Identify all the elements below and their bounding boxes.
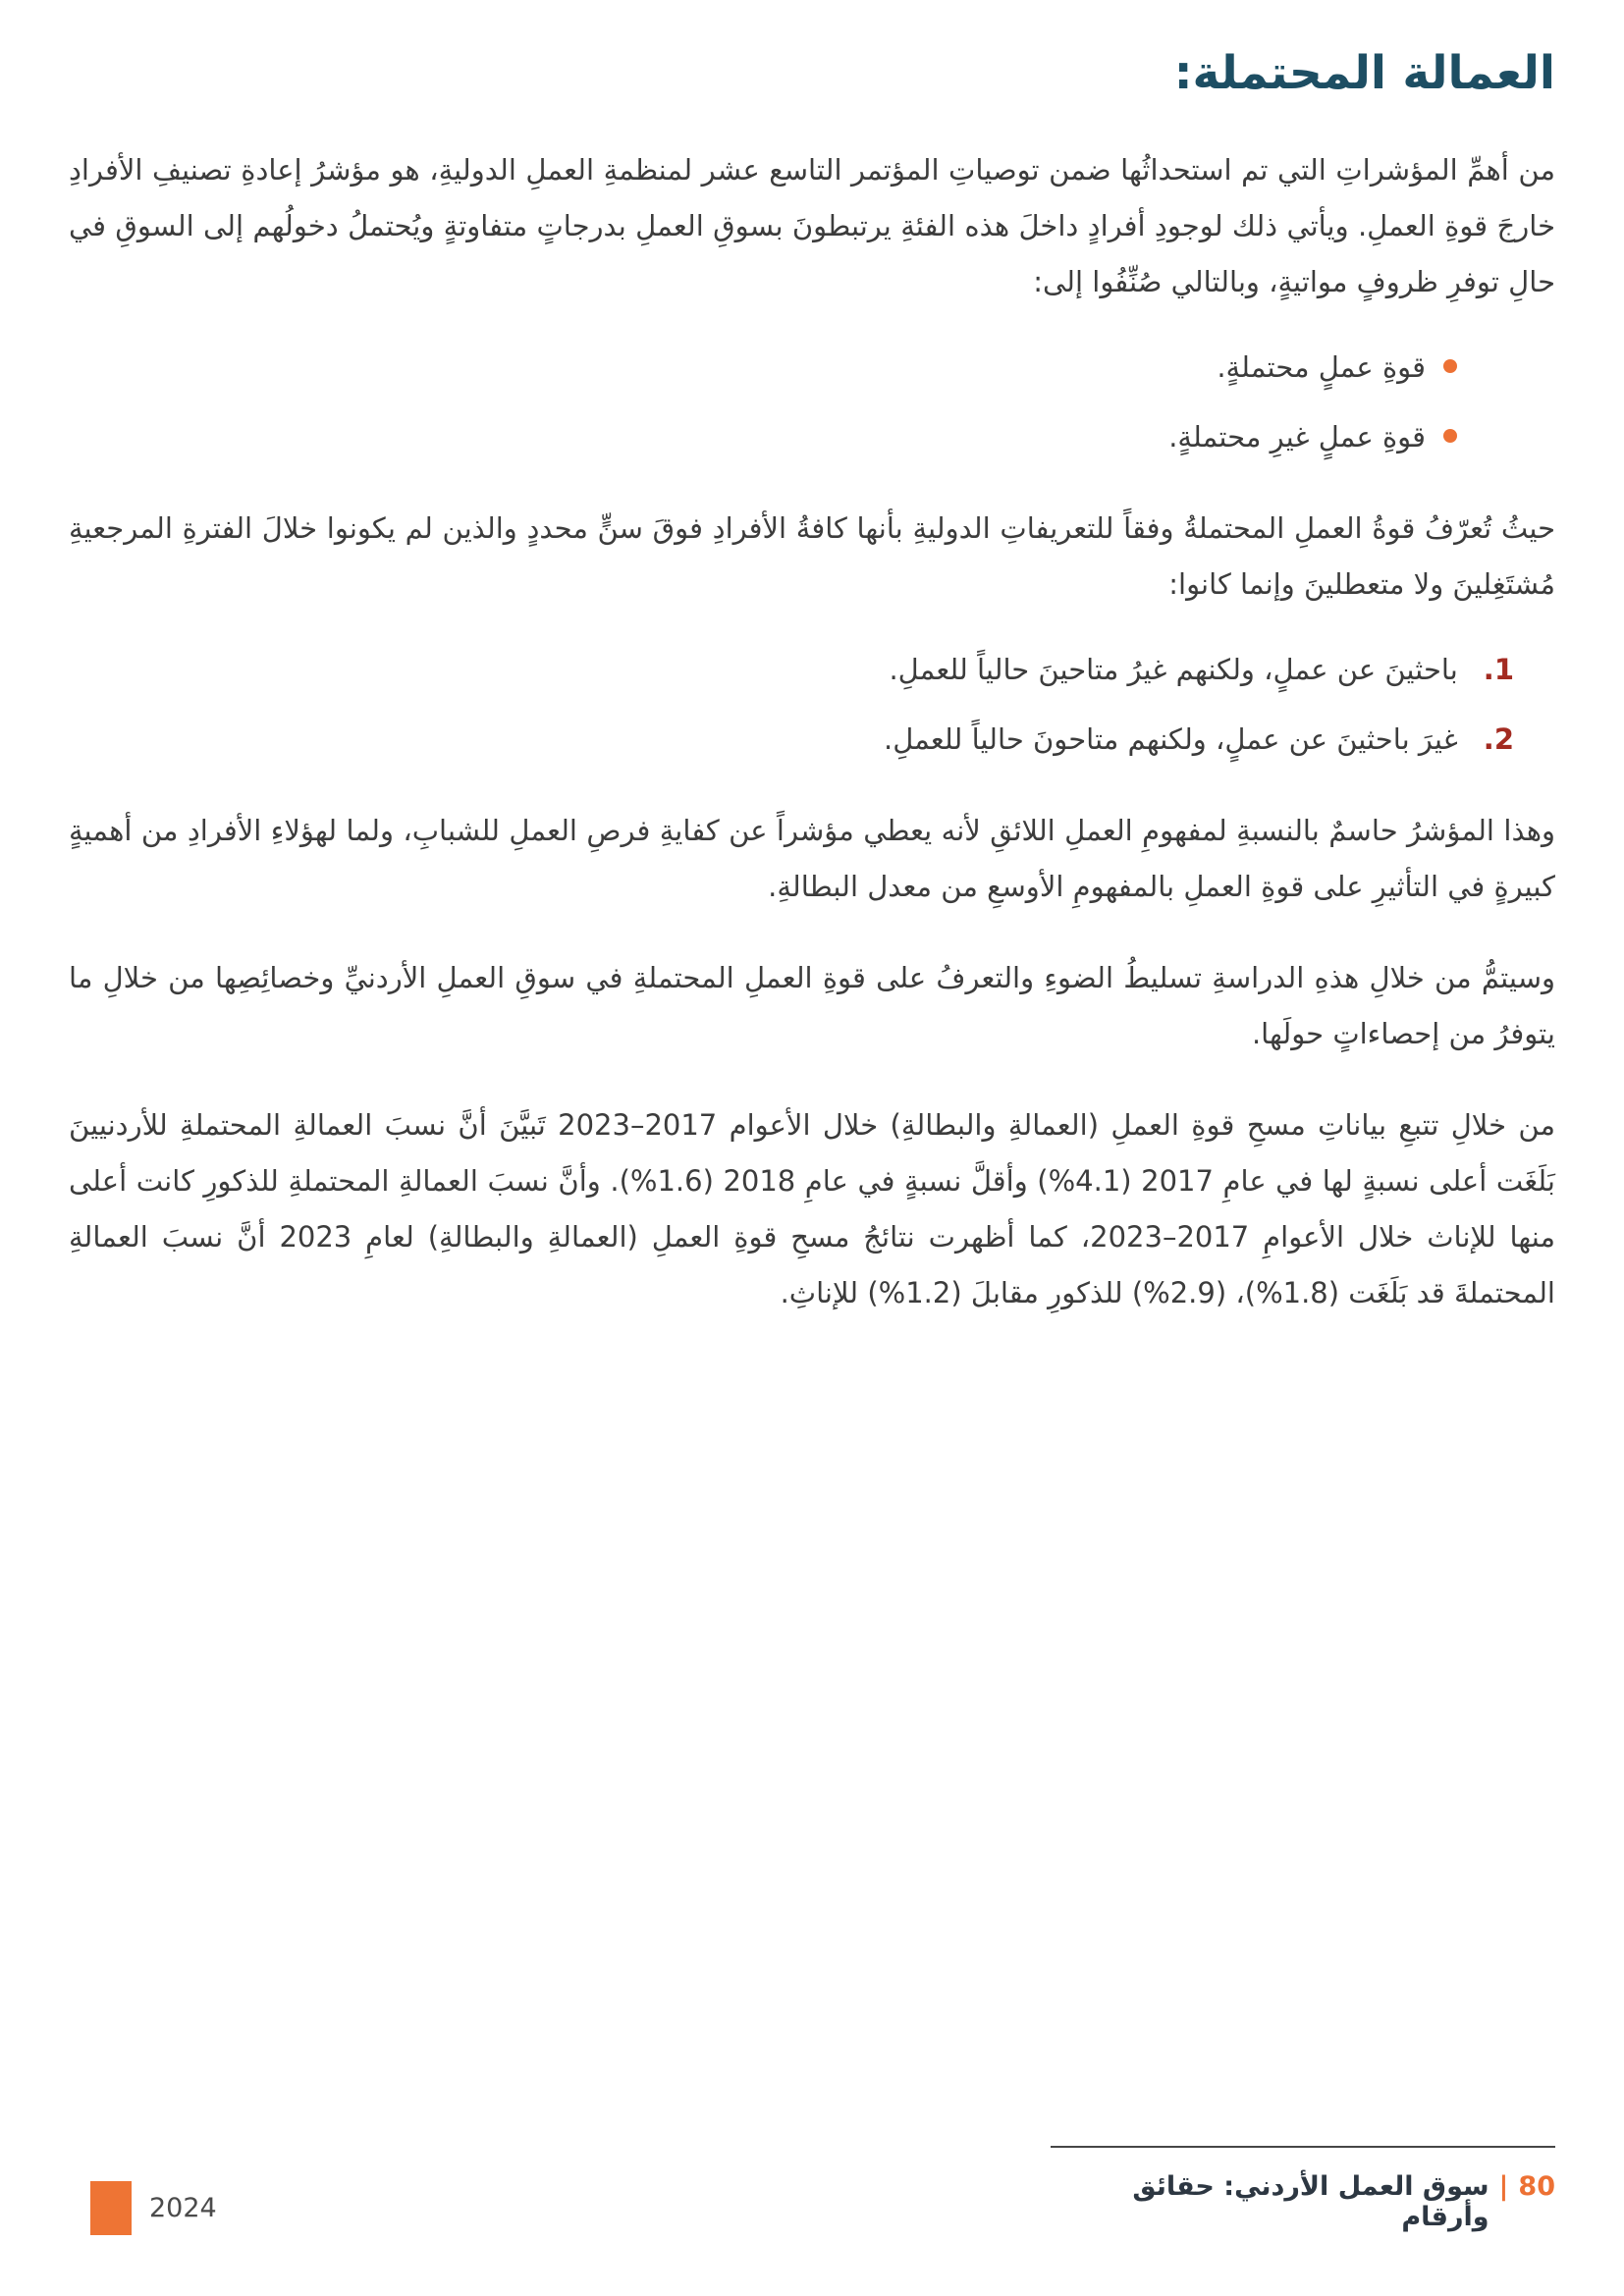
- bullet-dot-icon: [1443, 359, 1457, 373]
- numbered-list: [69, 642, 1555, 768]
- footer-right: [1051, 2146, 1555, 2232]
- bullet-dot-icon: [1443, 429, 1457, 443]
- footer-line: [1051, 2171, 1555, 2232]
- numbered-item-label: باحثينَ عن عملٍ، ولكنهم غيرُ متاحينَ حالياً للعملِ.: [889, 652, 1458, 686]
- paragraph-findings: من خلالِ تتبعِ بياناتِ مسحِ قوةِ العملِ (العمالةِ والبطالةِ) خلال الأعوام 2017–2023 تَبيَّنَ أنَّ نسبَ العمالةِ المحتملةِ للأردنيينَ بَلَغَت أعلى نسبةٍ لها في عامِ 2017 (4.1%) وأقلَّ نسبةٍ في عامِ 2018 (1.6%). وأنَّ نسبَ العمالةِ المحتملةِ للذكورِ كانت أعلى منها للإناث خلال الأعوامِ 2017–2023، كما أظهرت نتائجُ مسحِ قوةِ العملِ (العمالةِ والبطالةِ) لعامِ 2023 أنَّ نسبَ العمالةِ المحتملةَ قد بَلَغَت (1.8%)، (2.9%) للذكورِ مقابلَ (1.2%) للإناثِ.: [69, 1107, 1555, 1309]
- footer-divider: [1051, 2146, 1555, 2148]
- footer-separator: |: [1498, 2171, 1509, 2202]
- bullet-list: [69, 340, 1555, 465]
- paragraph-intro: من أهمِّ المؤشراتِ التي تم استحداثُها ضمن توصياتِ المؤتمر التاسع عشر لمنظمةِ العملِ الدوليةِ، هو مؤشرُ إعادةِ تصنيفِ الأفرادِ خارجَ قوةِ العملِ. ويأتي ذلك لوجودِ أفرادٍ داخلَ هذه الفئةِ يرتبطونَ بسوقِ العملِ بدرجاتٍ متفاوتةٍ ويُحتملُ دخولُهم إلى السوقِ في حالِ توفرِ ظروفٍ مواتيةٍ، وبالتالي صُنِّفُوا إلى:: [69, 152, 1555, 298]
- list-number: 1.: [1483, 652, 1514, 686]
- list-number: 2.: [1483, 721, 1514, 756]
- book-title: سوق العمل الأردني: حقائق وأرقام: [1132, 2171, 1489, 2232]
- footer-left: [90, 2181, 217, 2235]
- page-title: العمالة المحتملة:: [1173, 46, 1555, 100]
- list-item: [69, 642, 1514, 698]
- list-item: [69, 409, 1457, 465]
- bullet-item-label: قوةِ عملٍ محتملةٍ.: [1217, 349, 1426, 384]
- paragraph-definition: حيثُ تُعرّفُ قوةُ العملِ المحتملةُ وفقاً للتعريفاتِ الدوليةِ بأنها كافةُ الأفرادِ فوقَ سنٍّ محددٍ والذين لم يكونوا خلالَ الفترةِ المرجعيةِ مُشتَغِلينَ ولا متعطلينَ وإنما كانوا:: [69, 510, 1555, 601]
- orange-square-icon: [90, 2181, 132, 2235]
- paragraph-importance: وهذا المؤشرُ حاسمٌ بالنسبةِ لمفهومِ العملِ اللائقِ لأنه يعطي مؤشراً عن كفايةِ فرصِ العملِ للشبابِ، ولما لهؤلاءِ الأفرادِ من أهميةٍ كبيرةٍ في التأثيرِ على قوةِ العملِ بالمفهومِ الأوسعِ من معدل البطالةِ.: [69, 813, 1555, 903]
- list-item: [69, 712, 1514, 768]
- page-number: 80: [1518, 2171, 1555, 2202]
- bullet-item-label: قوةِ عملٍ غيرِ محتملةٍ.: [1168, 419, 1426, 454]
- year-label: 2024: [149, 2193, 217, 2223]
- list-item: [69, 340, 1457, 396]
- paragraph-study-scope: وسيتمُّ من خلالِ هذهِ الدراسةِ تسليطُ الضوءِ والتعرفُ على قوةِ العملِ المحتملةِ في سوقِ العملِ الأردنيِّ وخصائِصِها من خلالِ ما يتوفرُ من إحصاءاتٍ حولَها.: [69, 960, 1555, 1050]
- numbered-item-label: غيرَ باحثينَ عن عملٍ، ولكنهم متاحونَ حالياً للعملِ.: [883, 721, 1458, 756]
